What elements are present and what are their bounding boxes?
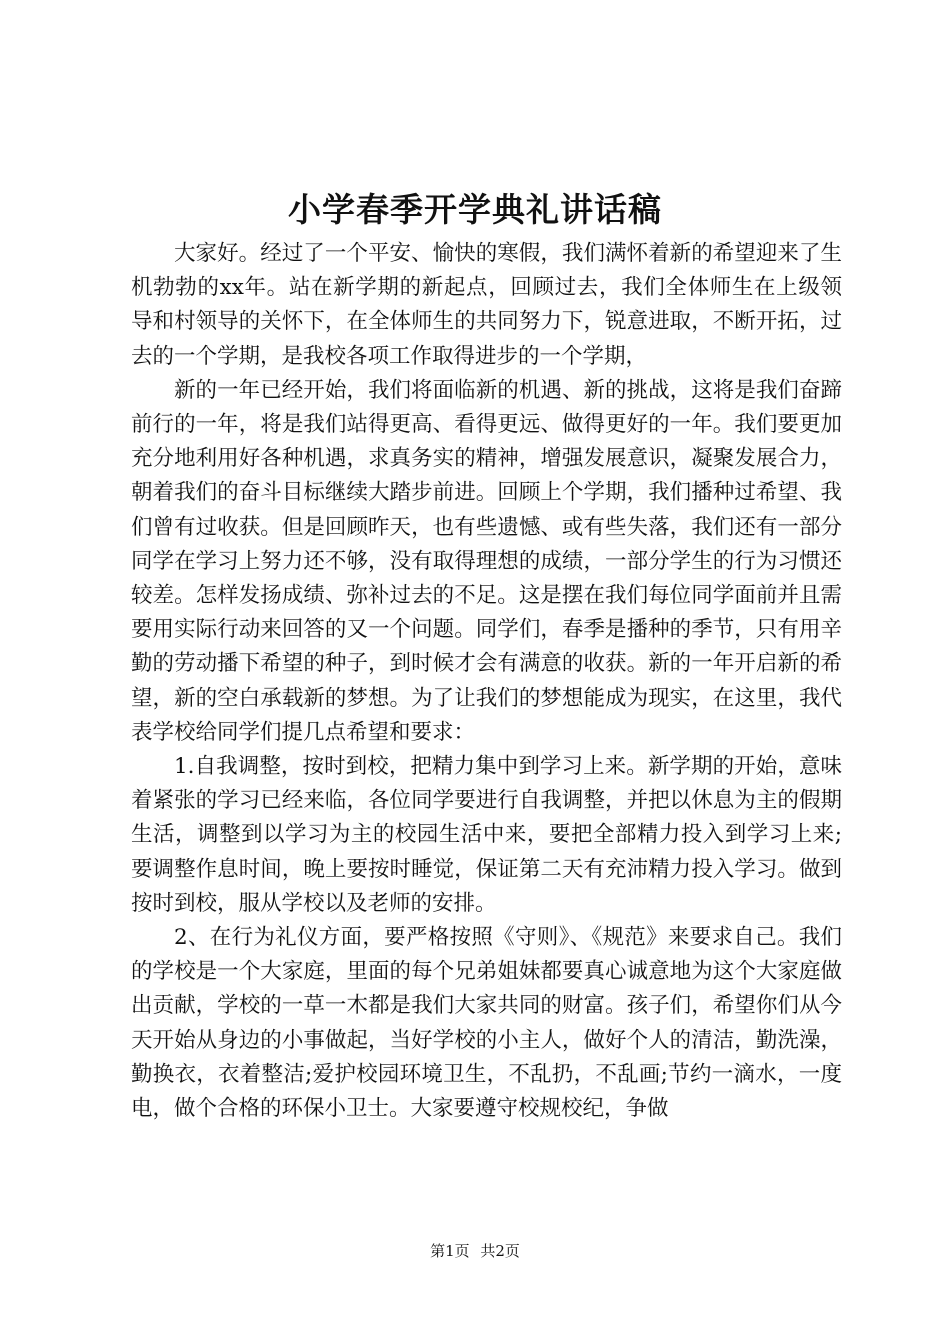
document-title: 小学春季开学典礼讲话稿 [288,190,662,229]
paragraph-greeting: 大家好。经过了一个平安、愉快的寒假，我们满怀着新的希望迎来了生机勃勃的xx年。站在新学期的新起点，回顾过去，我们全体师生在上级领导和村领导的关怀下，在全体师生的共同努力下，锐意进取，不断开拓，过去的一个学期，是我校各项工作取得进步的一个学期， [131,241,842,369]
page-number-current: 第1页 [430,1242,470,1260]
paragraph-new-year: 新的一年已经开始，我们将面临新的机遇、新的挑战，这将是我们奋蹄前行的一年，将是我们站得更高、看得更远、做得更好的一年。我们要更加充分地利用好各种机遇，求真务实的精神，增强发展意识，凝聚发展合力，朝着我们的奋斗目标继续大踏步前进。回顾上个学期，我们播种过希望、我们曾有过收获。但是回顾昨天，也有些遗憾、或有些失落，我们还有一部分同学在学习上努力还不够，没有取得理想的成绩，一部分学生的行为习惯还较差。怎样发扬成绩、弥补过去的不足。这是摆在我们每位同学面前并且需要用实际行动来回答的又一个问题。同学们，春季是播种的季节，只有用辛勤的劳动播下希望的种子，到时候才会有满意的收获。新的一年开启新的希望，新的空白承载新的梦想。为了让我们的梦想能成为现实，在这里，我代表学校给同学们提几点希望和要求： [131,377,842,745]
paragraph-point-1: 1.自我调整，按时到校，把精力集中到学习上来。新学期的开始，意味着紧张的学习已经来临，各位同学要进行自我调整，并把以休息为主的假期生活，调整到以学习为主的校园生活中来，要把全部精力投入到学习上来;要调整作息时间，晚上要按时睡觉，保证第二天有充沛精力投入学习。做到按时到校，服从学校以及老师的安排。 [131,754,842,916]
document-body [131,237,842,1126]
page-number-total: 共2页 [480,1242,520,1260]
paragraph-point-2: 2、在行为礼仪方面，要严格按照《守则》、《规范》来要求自己。我们的学校是一个大家庭，里面的每个兄弟姐妹都要真心诚意地为这个大家庭做出贡献，学校的一草一木都是我们大家共同的财富。孩子们，希望你们从今天开始从身边的小事做起，当好学校的小主人，做好个人的清洁，勤洗澡，勤换衣，衣着整洁;爱护校园环境卫生，不乱扔，不乱画;节约一滴水，一度电，做个合格的环保小卫士。大家要遵守校规校纪，争做 [131,925,842,1122]
page-footer [0,1240,950,1262]
